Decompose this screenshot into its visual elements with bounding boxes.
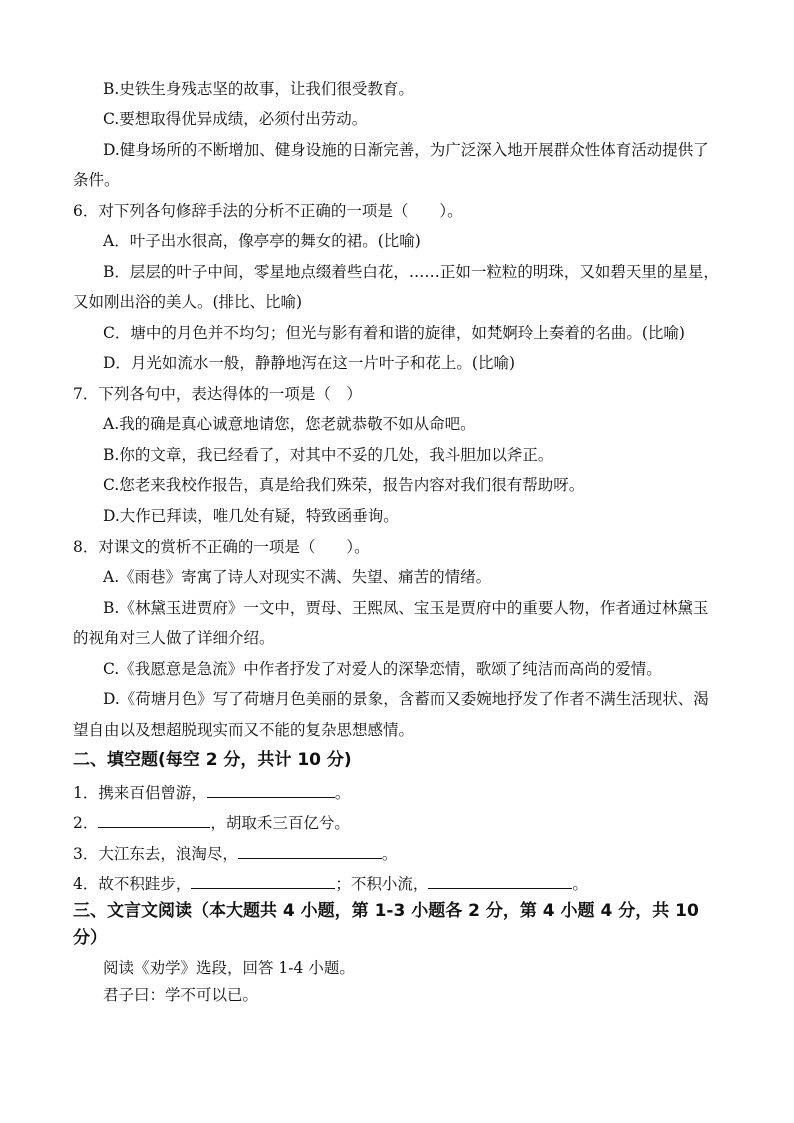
fill-item-2 xyxy=(73,813,350,833)
q8-stem: 8．对课文的赏析不正确的一项是（ ）。 xyxy=(73,538,370,556)
q7-option-a: A.我的确是真心诚意地请您，您老就恭敬不如从命吧。 xyxy=(103,415,476,433)
reading-text: 君子曰：学不可以已。 xyxy=(103,986,259,1004)
fill-blank[interactable] xyxy=(207,783,335,798)
fill-item-1-text: 1．携来百侣曾游， xyxy=(73,784,207,802)
q7-option-b: B.你的文章，我已经看了，对其中不妥的几处，我斗胆加以斧正。 xyxy=(103,446,554,464)
section2-title: 二、填空题(每空 2 分，共计 10 分) xyxy=(73,750,352,770)
q6-option-c: C．塘中的月色并不均匀；但光与影有着和谐的旋律，如梵婀玲上奏着的名曲。(比喻) xyxy=(103,324,685,342)
fill-blank[interactable] xyxy=(238,844,382,859)
q5-option-b: B.史铁生身残志坚的故事，让我们很受教育。 xyxy=(103,80,414,98)
q8-option-b-line1: B.《林黛玉进贾府》一文中，贾母、王熙凤、宝玉是贾府中的重要人物，作者通过林黛玉 xyxy=(103,599,709,617)
fill-item-4-end: 。 xyxy=(572,875,588,893)
fill-item-3-text: 3．大江东去，浪淘尽， xyxy=(73,845,238,863)
q6-option-a: A．叶子出水很高，像亭亭的舞女的裙。(比喻) xyxy=(103,232,421,250)
q7-option-d: D.大作已拜读，唯几处有疑，特致函垂询。 xyxy=(103,507,399,525)
fill-blank[interactable] xyxy=(428,874,572,889)
q6-option-b-line1: B．层层的叶子中间，零星地点缀着些白花，……正如一粒粒的明珠，又如碧天里的星星， xyxy=(103,263,719,281)
q5-option-d-line1: D.健身场所的不断增加、健身设施的日渐完善，为广泛深入地开展群众性体育活动提供了 xyxy=(103,141,709,159)
q5-option-c: C.要想取得优异成绩，必须付出劳动。 xyxy=(103,110,368,128)
fill-item-2-end: ，胡取禾三百亿兮。 xyxy=(210,814,350,832)
fill-item-4-mid: ；不积小流， xyxy=(335,875,429,893)
q6-stem: 6．对下列各句修辞手法的分析不正确的一项是（ ）。 xyxy=(73,202,463,220)
fill-item-2-text: 2． xyxy=(73,814,99,832)
section3-title-line1: 三、文言文阅读（本大题共 4 小题，第 1-3 小题各 2 分，第 4 小题 4 分，共 10 xyxy=(73,901,699,921)
q8-option-c: C.《我愿意是急流》中作者抒发了对爱人的深挚恋情，歌颂了纯洁而高尚的爱情。 xyxy=(103,660,662,678)
fill-item-1-end: 。 xyxy=(334,784,351,802)
fill-blank[interactable] xyxy=(98,813,210,828)
q6-option-b-line2: 又如刚出浴的美人。(排比、比喻) xyxy=(73,293,303,311)
q6-option-d: D．月光如流水一般，静静地泻在这一片叶子和花上。(比喻) xyxy=(103,354,516,372)
q5-option-d-line2: 条件。 xyxy=(73,171,120,189)
fill-item-3-end: 。 xyxy=(381,845,398,863)
fill-blank[interactable] xyxy=(191,874,335,889)
q8-option-d-line2: 望自由以及想超脱现实而又不能的复杂思想感情。 xyxy=(73,721,415,739)
reading-intro: 阅读《劝学》选段，回答 1-4 小题。 xyxy=(103,959,355,977)
fill-item-1 xyxy=(73,783,350,803)
q8-option-b-line2: 的视角对三人做了详细介绍。 xyxy=(73,629,275,647)
fill-item-4-text: 4．故不积跬步， xyxy=(73,875,192,893)
section3-title-line2: 分） xyxy=(73,928,107,948)
q7-option-c: C.您老来我校作报告，真是给我们殊荣，报告内容对我们很有帮助呀。 xyxy=(103,476,585,494)
q8-option-d-line1: D.《荷塘月色》写了荷塘月色美丽的景象，含蓄而又委婉地抒发了作者不满生活现状、渴 xyxy=(103,690,709,708)
q8-option-a: A.《雨巷》寄寓了诗人对现实不满、失望、痛苦的情绪。 xyxy=(103,568,492,586)
fill-item-4 xyxy=(73,874,588,894)
q7-stem: 7．下列各句中，表达得体的一项是（ ） xyxy=(73,385,362,403)
fill-item-3 xyxy=(73,844,397,864)
